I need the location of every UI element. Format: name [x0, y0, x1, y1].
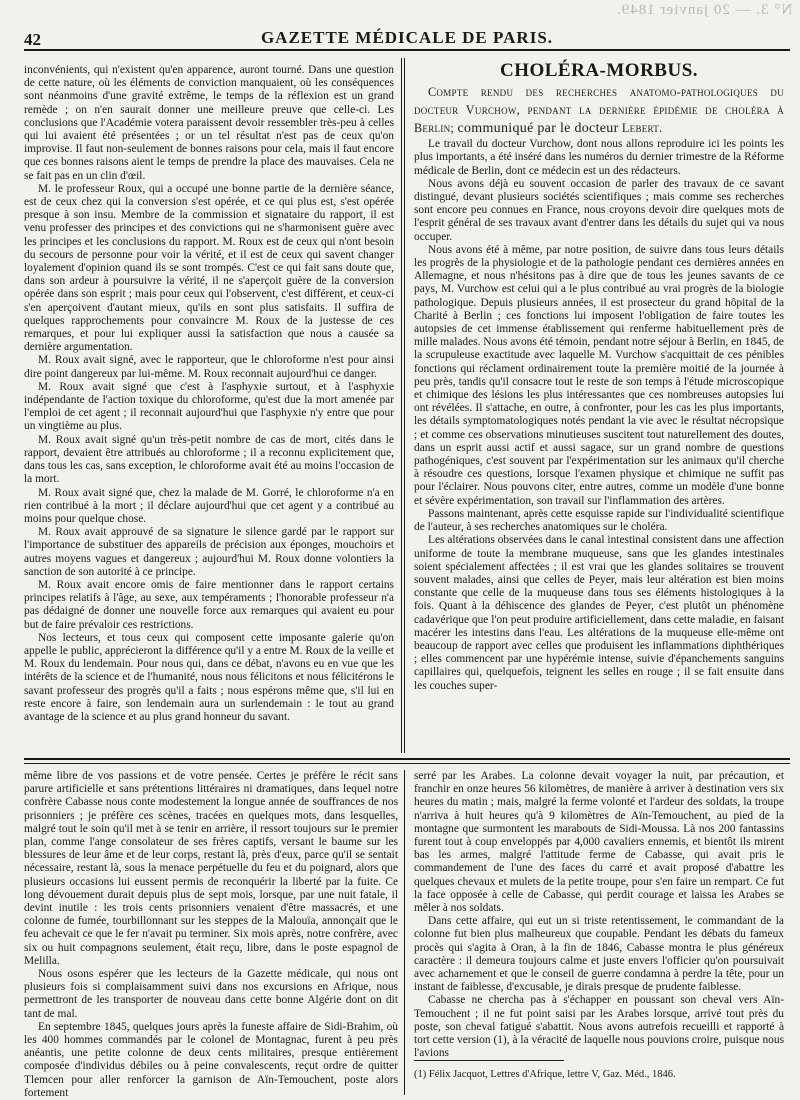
- left-paragraph: M. Roux avait encore omis de faire mentionner dans le rapport certains principes relatifs à l'âge, au sexe, aux tempéraments ; l'honorable professeur n'a pas dédaigné de donner une nouvelle force aux remarques qui avaient eu pour but de faire prévaloir ces restrictions.: [24, 578, 394, 631]
- feuilleton-rule-bottom: [24, 763, 790, 764]
- right-column: [414, 60, 784, 752]
- feuilleton-right-paragraph: serré par les Arabes. La colonne devait voyager la nuit, par précaution, et franchir en onze heures 56 kilomètres, de manière à arriver à destination vers six heures du matin ; mais, malgré la ferme volonté et l'ardeur des soldats, la troupe n'arriva à huit heures qu'à 9 kilomètres de Aïn-Temouchent, au pied de la montagne que surmontent les marabouts de Sidi-Moussa. Là nos 200 fantassins furent tout à coup enveloppés par 4,000 cavaliers ennemis, et bientôt ils mirent bas les armes, malgré l'attitude ferme de Cabasse, qui avait pris le commandement de l'une des faces du carré et avait proposé d'abattre les quelques chevaux et mulets de la petite troupe, pour s'en faire un rempart. Ce fut la face opposée à celle de Cabasse, qui perdit courage et laissa les Arabes se mêler à nos soldats.: [414, 770, 784, 915]
- page-number: 42: [24, 30, 41, 49]
- bleed-through-text: N° 3. — 20 janvier 1849.: [615, 2, 792, 18]
- feuilleton-left-paragraph: Nous osons espérer que les lecteurs de la Gazette médicale, qui nous ont plusieurs fois si complaisamment suivi dans nos excursions en Afrique, nous permettront de les transporter de nouveau dans cette bonne Algérie dont on dit tant de mal.: [24, 968, 398, 1020]
- subheading-text: Compte rendu des recherches anatomo-pathologiques du docteur Vurchow, pendant la dernière épidémie de choléra à Berlin;: [414, 85, 784, 136]
- section-title: CHOLÉRA-MORBUS.: [499, 60, 699, 81]
- feuilleton-rule-top: [24, 758, 790, 760]
- right-paragraph: Les altérations observées dans le canal intestinal consistent dans une affection uniforme de toute la membrane muqueuse, sans que les glandes intestinales soient spécialement affectées ; il est vrai que les glandes solitaires se trouvent souvent malades, ainsi que celles de Peyer, mais leur altération est bien moins constante que celle de la muqueuse dans tous ses éléments histologiques à la fois. Quant à la déhiscence des glandes de Peyer, c'est plutôt un phénomène cadavérique que l'on peut produire artificiellement, dans cette maladie, en faisant macérer les intestins dans l'eau. Les altérations de la muqueuse elle-même ont beaucoup de rapport avec celles que produisent les inflammations diphthériques ; elles commencent par une hypérémie intense, suivie d'épanchements sanguins capillaires qui, quelquefois, teignent les selles en rouge ; il se fait ensuite dans les couches super-: [414, 534, 784, 692]
- left-paragraph: M. Roux avait signé que, chez la malade de M. Gorré, le chloroforme n'a en rien contribué à la mort ; il déclare aujourd'hui que cet agent y a contribué au moins pour quelque chose.: [24, 486, 394, 525]
- right-paragraph: Nous avons déjà eu souvent occasion de parler des travaux de ce savant distingué, devant plusieurs sociétés scientifiques ; mais comme ses recherches sont encore peu connues en France, nous croyons devoir dire quelques mots de l'esprit général de ses travaux avant d'entrer dans les détails du sujet qui va nous occuper.: [414, 177, 784, 243]
- left-paragraph: M. le professeur Roux, qui a occupé une bonne partie de la dernière séance, est de ceux chez qui la conversion s'est opérée, et ce qui plus est, s'est opérée presque à son insu. Membre de la commission et signataire du rapport, il est venu professer des principes et des convictions qui ne s'harmonisent guère avec les principes et les conclusions du rapport. M. Roux est de ceux qui n'ont besoin du secours de personne pour voir la vérité, et il est de ceux qui savent changer loyalement d'opinion quand ils se sont trompés. C'est ce qui fait sans doute que, dans son ardeur à poursuivre la vérité, il ne s'aperçoit guère de la conversion opérée dans son esprit ; mais pour ceux qui l'observent, c'est différent, et ceux-ci s'en aperçoivent d'autant mieux, qu'ils en sont plus satisfaits. Il suffira de quelques rapprochements pour convaincre M. Roux de la justesse de ces remarques, et pour lui expliquer aussi la satisfaction que nous a causée sa dernière argumentation.: [24, 182, 394, 354]
- left-paragraph: M. Roux avait signé que c'est à l'asphyxie surtout, et à l'asphyxie indépendante de l'action toxique du chloroforme, qu'est due la mort amenée par l'emploi de cet agent ; il reconnait aujourd'hui que l'asphyxie n'y entre que pour un vingtième au plus.: [24, 380, 394, 433]
- left-paragraph: M. Roux avait approuvé de sa signature le silence gardé par le rapport sur l'importance de substituer des appareils de précision aux éponges, mouchoirs et autres moyens vagues et dangereux ; aujourd'hui M. Roux donne volontiers la sanction de son autorité à ce principe.: [24, 526, 394, 578]
- feuilleton-left-paragraph: même libre de vos passions et de votre pensée. Certes je préfère le récit sans parure artificielle et sans prétentions littéraires ni dramatiques, dans lequel notre confrère Cabasse nous conte modestement la longue année de souffrances de nos prisonniers ; je préfère ces scènes, tracées en quelques mots, dans lesquelles, malgré tout le soin qu'il met à se tenir en arrière, il ressort toujours sur le premier plan, comme l'ange consolateur de ses frères captifs, versant le baume sur les blessures de leur âme et de leur corps, restant là, près d'eux, parce qu'il se sentait nécessaire, restant là, sous la menace perpétuelle du feu et du poignard, alors que plusieurs occasions lui eussent permis de reconquérir la liberté par la fuite. Ce long dévouement durait depuis plus de sept mois, lorsque, par une nuit fatale, il devint inutile : les trois cents prisonniers venaient d'être massacrés, et une colonne de fumée, tourbillonnant sur les steppes de la Malouïa, annonçait que le feu achevait ce que le fer n'avait pu terminer. Six mois après, notre confrère, avec six ou huit compagnons seulement, était reçu, libre, dans le poste espagnol de Melilla.: [24, 770, 398, 967]
- footnote-rule: [414, 1060, 564, 1061]
- header-rule: [24, 49, 790, 51]
- feuilleton-right-paragraph: Cabasse ne chercha pas à s'échapper en poussant son cheval vers Aïn-Temouchent ; il ne fut point saisi par les Arabes lorsque, arrivé tout près du poste, son cheval fatigué s'abattit. Nous avons autrefois recueilli et rapporté à tort cette version (1), à la véracité de laquelle nous pouvions croire, puisque nous l'avions: [414, 994, 784, 1060]
- feuilleton-divider: [404, 770, 405, 1095]
- left-column: [24, 64, 394, 752]
- running-title: GAZETTE MÉDICALE DE PARIS.: [260, 28, 554, 47]
- subheading-author: Lebert.: [621, 121, 663, 136]
- column-divider-left: [401, 58, 402, 753]
- feuilleton-left-column: [24, 770, 398, 1099]
- subheading-tail: communiqué par le docteur: [457, 121, 619, 137]
- left-paragraph: M. Roux avait signé qu'un très-petit nombre de cas de mort, cités dans le rapport, devaient être attribués au chloroforme ; il a reconnu explicitement que, dans tous les cas, sans exception, le chloroforme avait été au moins l'occasion de la mort.: [24, 433, 394, 486]
- left-paragraph: Nos lecteurs, et tous ceux qui composent cette imposante galerie qu'on appelle le public, apprécieront la différence qu'il y a entre M. Roux de la veille et M. Roux du lendemain. Pour nous qui, dans ce débat, n'avons eu en vue que les intérêts de la science et de l'humanité, nous nous félicitons et nous félicitérons le savant professeur des progrès qu'il a faits ; nous espérons même que, s'il lui en reste encore à faire, son lendemain aura un surlendemain : le tout au grand avantage de la science et au plus grand honneur du savant.: [24, 631, 394, 723]
- footnote: (1) Félix Jacquot, Lettres d'Afrique, lettre V, Gaz. Méd., 1846.: [414, 1069, 676, 1080]
- right-paragraph: Le travail du docteur Vurchow, dont nous allons reproduire ici les points les plus importants, a été inséré dans les numéros du dernier trimestre de la Réforme médicale de Berlin, dont ce médecin est un des rédacteurs.: [414, 138, 784, 177]
- column-divider-right: [404, 58, 405, 753]
- article-subheading: [414, 83, 784, 138]
- right-paragraph: Passons maintenant, après cette esquisse rapide sur l'individualité scientifique de l'auteur, à ses recherches anatomiques sur le choléra.: [414, 507, 784, 534]
- feuilleton-right-column: [414, 770, 784, 1060]
- page-header: [24, 28, 790, 48]
- feuilleton-right-paragraph: Dans cette affaire, qui eut un si triste retentissement, le commandant de la colonne fut bien plus malheureux que coupable. Pendant les débats du fameux procès qui s'agita à Oran, à la fin de 1846, Cabasse montra le plus généreux caractère : il demeura toujours calme et juste envers l'officier qu'on poursuivait avec acharnement et que le conseil de guerre condamna à perdre la tête, pour un instant de faiblesse, d'excusable, je dirais presque de prudente faiblesse.: [414, 915, 784, 994]
- feuilleton-left-paragraph: En septembre 1845, quelques jours après la funeste affaire de Sidi-Brahim, où les 400 hommes commandés par le colonel de Montagnac, furent à peu près anéantis, une petite colonne de deux cents militaires, presque entièrement composée d'individus débiles ou à peine convalescents, reçut ordre de quitter Tlemcen pour aller renforcer la garnison de Aïn-Temouchent, poste alors fortement: [24, 1020, 398, 1099]
- left-paragraph: M. Roux avait signé, avec le rapporteur, que le chloroforme n'est pour ainsi dire point dangereux par lui-même. M. Roux reconnait aujourd'hui ce danger.: [24, 354, 394, 380]
- left-paragraph: inconvénients, qui n'existent qu'en apparence, auront tourné. Dans une question de cette nature, où les éléments de conviction manquaient, où les conséquences sont néanmoins d'une gravité extrême, le temps de la réflexion est un grand remède ; on n'en saurait donner une meilleure preuve que celle-ci. Les conclusions que l'Académie votera paraissent devoir ressembler très-peu à celles qui lui avaient été présentées ; or un tel résultat n'est pas de ceux qu'on improvise. Il faut non-seulement de bonnes raisons pour cela, mais il faut encore que ces bonnes raisons aient le temps de prendre la place des mauvaises. Cela ne se fait pas en un clin d'œil.: [24, 64, 394, 182]
- right-paragraph: Nous avons été à même, par notre position, de suivre dans tous leurs détails les progrès de la physiologie et de la pathologie pendant ces dernières années en Allemagne, et nous n'hésitons pas à dire que de tous les jeunes savants de ce pays, M. Vurchow est celui qui a le plus contribué au vrai progrès de la biologie pathologique. Depuis plusieurs années, il est prosecteur du grand hôpital de la Charité à Berlin ; ces fonctions lui imposent l'obligation de faire toutes les autopsies de cet immense établissement qui renferme habituellement près de mille malades. Nous avons été témoin, pendant notre séjour à Berlin, en 1845, de la scrupuleuse exactitude avec laquelle M. Vurchow s'acquittait de ces pénibles fonctions qui réclament ordinairement toute la première moitié de la journée à peu près, tandis qu'il consacre tout le reste de son temps à l'étude microscopique et chimique des lésions les plus intéressantes que ces nombreuses autopsies lui ont révélées. Il s'attache, en outre, à confronter, pour les cas les plus importants, les détails symptomatologiques notés pendant la vie avec le résultat nécropsique ; et comme ces observations minutieuses suscitent tout naturellement des doutes, dans un esprit aussi actif et aussi sagace, sur un grand nombre de questions pathogéniques, c'est souvent par l'expérimentation sur les animaux qu'il cherche à résoudre ces questions, lorsque l'examen physique et chimique ne suffit pas pour l'éclairer. Nous pouvons citer, entre autres, comme un modèle d'une bonne et sévère expérimentation, son travail sur l'inflammation des artères.: [414, 243, 784, 507]
